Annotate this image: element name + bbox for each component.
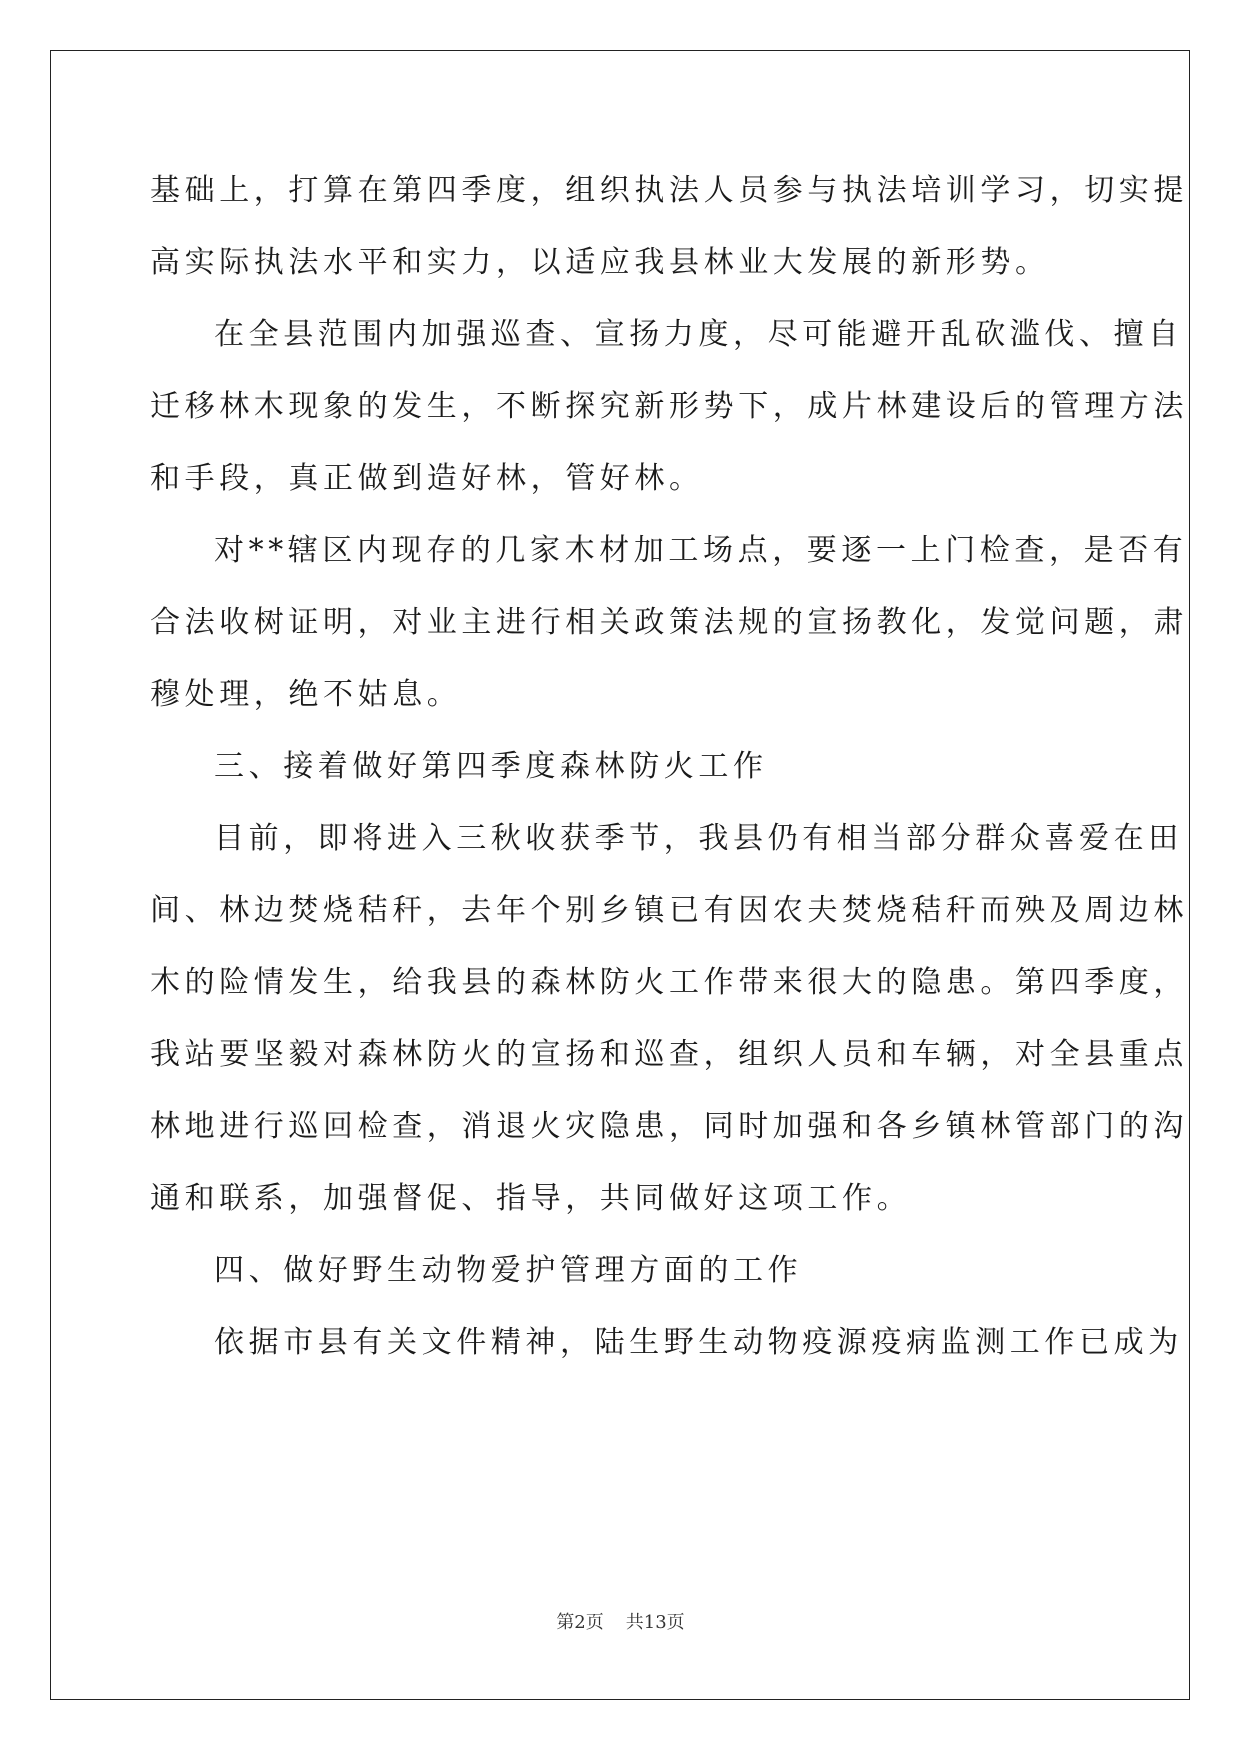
text-line: 迁移林木现象的发生，不断探究新形势下，成片林建设后的管理方法 — [150, 389, 1188, 424]
text-line: 间、林边焚烧秸秆，去年个别乡镇已有因农夫焚烧秸秆而殃及周边林 — [150, 893, 1188, 928]
text-line: 通和联系，加强督促、指导，共同做好这项工作。 — [150, 1181, 912, 1216]
text-line: 和手段，真正做到造好林，管好林。 — [150, 461, 704, 496]
text-line: 基础上，打算在第四季度，组织执法人员参与执法培训学习，切实提 — [150, 173, 1188, 208]
text-line: 我站要坚毅对森林防火的宣扬和巡查，组织人员和车辆，对全县重点 — [150, 1037, 1188, 1072]
text-line: 穆处理，绝不姑息。 — [150, 677, 462, 712]
section-heading: 三、接着做好第四季度森林防火工作 — [214, 749, 768, 784]
section-heading: 四、做好野生动物爱护管理方面的工作 — [214, 1253, 803, 1288]
text-line: 林地进行巡回检查，消退火灾隐患，同时加强和各乡镇林管部门的沟 — [150, 1109, 1188, 1144]
text-line: 合法收树证明，对业主进行相关政策法规的宣扬教化，发觉问题，肃 — [150, 605, 1188, 640]
text-line: 依据市县有关文件精神，陆生野生动物疫源疫病监测工作已成为 — [214, 1325, 1183, 1360]
page-total: 共13页 — [625, 1612, 685, 1633]
page-footer — [0, 1608, 1241, 1634]
text-line: 木的险情发生，给我县的森林防火工作带来很大的隐患。第四季度， — [150, 965, 1188, 1000]
text-line: 在全县范围内加强巡查、宣扬力度，尽可能避开乱砍滥伐、擅自 — [214, 317, 1183, 352]
text-line: 对**辖区内现存的几家木材加工场点，要逐一上门检查，是否有 — [214, 533, 1188, 568]
document-body — [150, 155, 1188, 1379]
text-line: 高实际执法水平和实力，以适应我县林业大发展的新形势。 — [150, 245, 1050, 280]
text-line: 目前，即将进入三秋收获季节，我县仍有相当部分群众喜爱在田 — [214, 821, 1183, 856]
page-number: 第2页 — [556, 1612, 604, 1633]
